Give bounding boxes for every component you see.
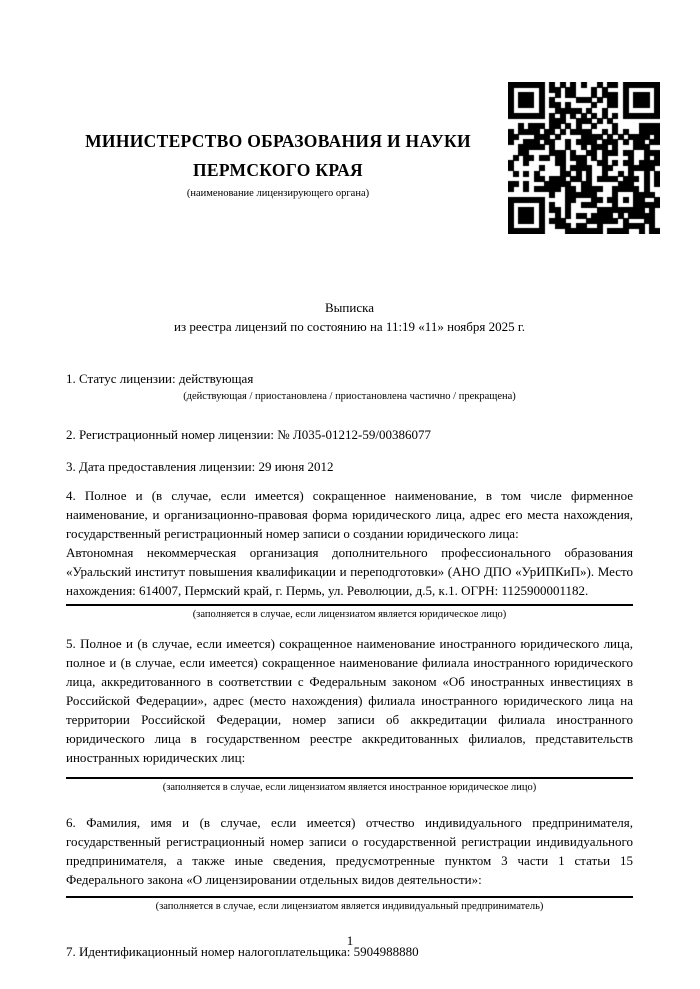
individual-entrepreneur-fill-line: [66, 896, 633, 898]
foreign-entity-question: 5. Полное и (в случае, если имеется) сокращенное наименование иностранного юридического лица, полное и (в случае, если имеется) сокращенное наименование филиала иностранного юридического лица, аккредитованного в соответствии с Федеральным законом «Об иностранных инвестициях в Российской Федерации», адрес (место нахождения) филиала иностранного юридического лица на территории Российской Федерации, номер записи об аккредитации филиала иностранного юридического лица в государственном реестре аккредитованных филиалов, представительств иностранных юридических лиц:: [66, 636, 633, 765]
ministry-name-line1: МИНИСТЕРСТВО ОБРАЗОВАНИЯ И НАУКИ: [85, 131, 471, 151]
item-license-status: [66, 369, 633, 404]
individual-entrepreneur-question: 6. Фамилия, имя и (в случае, если имеется) отчество индивидуального предпринимателя, государственный регистрационный номер записи о государственной регистрации индивидуального предпринимателя, а также иные сведения, предусмотренные пунктом 3 части 1 статьи 15 Федерального закона «О лицензировании отдельных видов деятельности»:: [66, 815, 633, 887]
document-title-line1: Выписка: [325, 300, 374, 315]
page-number: 1: [346, 933, 354, 948]
licensing-authority-caption: (наименование лицензирующего органа): [186, 188, 370, 199]
taxpayer-number-text: 7. Идентификационный номер налогоплательщика: 5904988880: [66, 944, 419, 959]
item-registration-number: [66, 425, 633, 444]
qr-code-icon: [508, 82, 660, 234]
individual-entrepreneur-caption: (заполняется в случае, если лицензиатом является индивидуальный предприниматель): [155, 901, 544, 912]
registration-number-text: 2. Регистрационный номер лицензии: № Л035-01212-59/00386077: [66, 427, 432, 442]
legal-entity-caption: (заполняется в случае, если лицензиатом является юридическое лицо): [192, 609, 507, 620]
legal-entity-answer: Автономная некоммерческая организация дополнительного профессионального образования «Уральский институт повышения квалификации и переподготовки» (АНО ДПО «УрИПКиП»). Место нахождения: 614007, Пермский край, г. Пермь, ул. Революции, д.5, к.1. ОГРН: 1125900001182.: [66, 545, 633, 598]
item-foreign-entity-info: [66, 634, 633, 795]
item-individual-entrepreneur-info: [66, 813, 633, 914]
license-status-text: 1. Статус лицензии: действующая: [66, 371, 254, 386]
foreign-entity-caption: (заполняется в случае, если лицензиатом является иностранное юридическое лицо): [162, 782, 537, 793]
legal-entity-question: 4. Полное и (в случае, если имеется) сокращенное наименование, в том числе фирменное наименование, и организационно-правовая форма юридического лица, адрес его места нахождения, государственный регистрационный номер записи о создании юридического лица:: [66, 488, 633, 541]
document-body: [66, 298, 633, 961]
license-grant-date-text: 3. Дата предоставления лицензии: 29 июня 2012: [66, 459, 334, 474]
item-legal-entity-info: [66, 486, 633, 622]
item-license-grant-date: [66, 457, 633, 476]
foreign-entity-fill-line: [66, 777, 633, 779]
licensing-authority-header: [66, 127, 490, 201]
legal-entity-fill-line: [66, 604, 633, 606]
document-title: [66, 298, 633, 336]
license-status-options-caption: (действующая / приостановлена / приостановлена частично / прекращена): [183, 391, 516, 402]
document-title-date-line: из реестра лицензий по состоянию на 11:19 «11» ноября 2025 г.: [174, 319, 525, 334]
ministry-name-line2: ПЕРМСКОГО КРАЯ: [193, 160, 363, 180]
